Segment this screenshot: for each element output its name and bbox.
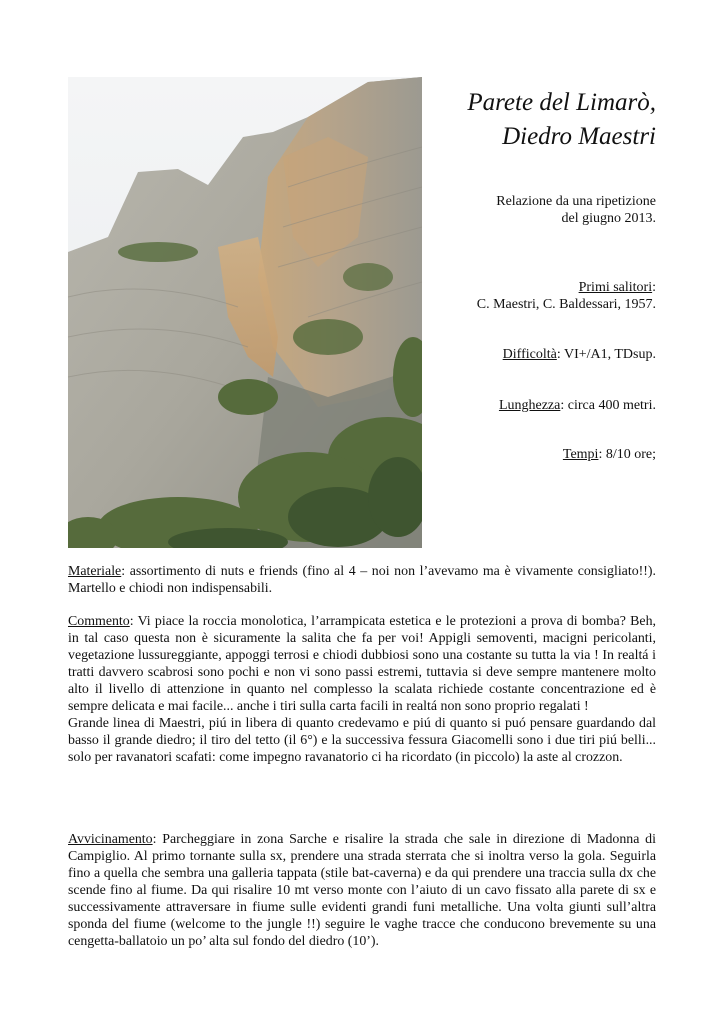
comment-label: Commento — [68, 614, 130, 629]
report-line-1: Relazione da una ripetizione — [496, 194, 656, 209]
difficulty-label: Difficoltà — [502, 347, 557, 362]
difficulty — [432, 346, 656, 363]
length — [432, 397, 656, 414]
cliff-photo — [68, 77, 422, 548]
report-line-2: del giugno 2013. — [561, 211, 656, 226]
comment-text: : Vi piace la roccia monolotica, l’arrampicata estetica e le protezioni a prova di bomba? Beh, in tal caso questa non è sicuramente la salita che fa per voi! Appigli semoventi, macigni pericolanti, vegetazione lussureggiante, appoggi terrosi e chiodi dubbiosi sono una costante su tutta la via ! In realtá i tratti davvero scabrosi sono pochi e non vi sono passi estremi, tuttavia si deve sempre mantenere molto alto il livello di attenzione in quanto nel complesso la scalata richiede costante concentrazione ed è sempre delicata e mai facile... anche i tiri sulla carta facili in realtá non sono proprio regalati ! — [68, 614, 656, 714]
first-ascent-label: Primi salitori — [578, 280, 653, 295]
material-section — [68, 563, 656, 597]
material-text: : assortimento di nuts e friends (fino al 4 – noi non l’avevamo ma è vivamente consigliato!!). Martello e chiodi non indispensabili. — [68, 564, 656, 596]
approach-text: : Parcheggiare in zona Sarche e risalire la strada che sale in direzione di Madonna di Campiglio. Al primo tornante sulla sx, prendere una strada sterrata che si inoltra verso la gola. Seguirla fino a quella che sembra una galleria tappata (stile bat-caverna) e da qui prendere una traccia sulla dx che scende fino al fiume. Da qui risalire 10 mt verso monte con l’aiuto di un cavo fissato alla parete di sx e successivamente attraversare in fiume sulle evidenti grandi funi metalliche. Una volta giunti sull’altra sponda del fiume (welcome to the jungle !!) seguire le vaghe tracce che conducono brevemente su una cengetta-ballatoio un po’ alta sul fondo del diedro (10’). — [68, 832, 656, 949]
title-line-2: Diedro Maestri — [502, 123, 656, 150]
comment-section — [68, 613, 656, 766]
title-line-1: Parete del Limarò, — [467, 89, 656, 116]
time-label: Tempi — [562, 447, 599, 462]
document-title — [432, 86, 656, 154]
report-note — [432, 193, 656, 227]
length-value: : circa 400 metri. — [560, 398, 656, 413]
approach-label: Avvicinamento — [68, 832, 153, 847]
length-label: Lunghezza — [498, 398, 561, 413]
time-value: : 8/10 ore; — [598, 447, 656, 462]
first-ascent-value: C. Maestri, C. Baldessari, 1957. — [476, 297, 656, 312]
approach-section — [68, 831, 656, 950]
first-ascent: Primi salitori: C. Maestri, C. Baldessari, 1957. — [432, 279, 656, 313]
time — [432, 446, 656, 463]
difficulty-value: : VI+/A1, TDsup. — [556, 347, 656, 362]
comment-text-2: Grande linea di Maestri, piú in libera di quanto credevamo e piú di quanto si puó pensare guardando dal basso il grande diedro; il tiro del tetto (il 6°) e la successiva fessura Giacomelli sono i due tiri piú belli... solo per ravanatori scafati: come impegno ravanatorio ci ha ricordato (in piccolo) la aste al crozzon. — [68, 716, 656, 765]
material-label: Materiale — [68, 564, 122, 579]
cliff-illustration — [68, 77, 422, 548]
